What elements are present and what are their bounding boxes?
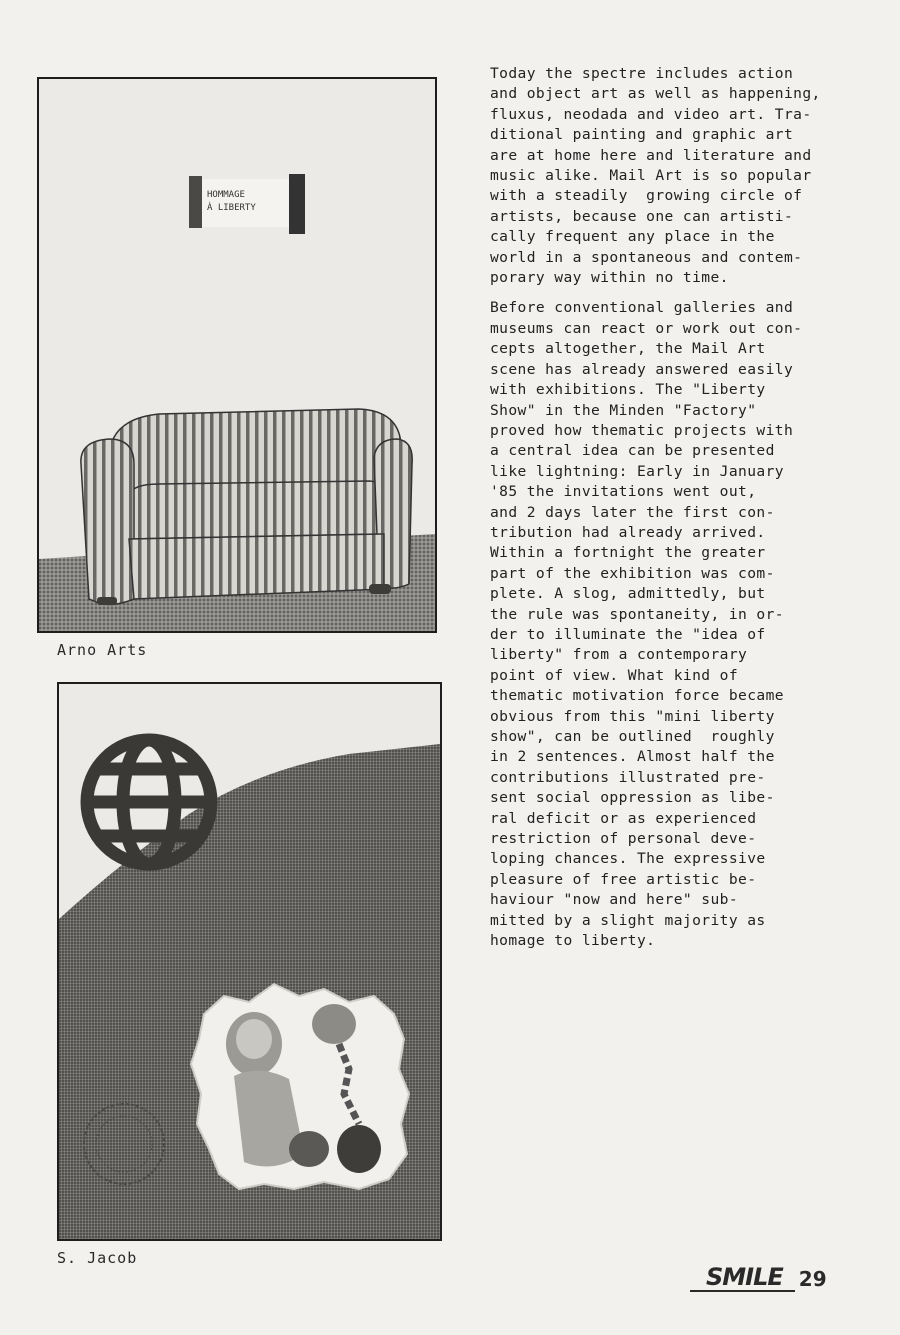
text-line: and object art as well as happening, (490, 85, 821, 103)
text-line: porary way within no time. (490, 269, 729, 287)
figure-caption-arno-arts: Arno Arts (57, 641, 148, 659)
text-line: loping chances. The expressive (490, 850, 766, 868)
page-footer (690, 1252, 827, 1292)
text-line: scene has already answered easily (490, 360, 794, 378)
text-line: proved how thematic projects with (490, 421, 794, 439)
text-line: mitted by a slight majority as (490, 911, 766, 929)
text-line: a central idea can be presented (490, 442, 775, 460)
text-line: cally frequent any place in the (490, 228, 775, 246)
figure-caption-s-jacob: S. Jacob (57, 1249, 138, 1267)
text-line: homage to liberty. (490, 932, 656, 950)
text-line: '85 the invitations went out, (490, 483, 757, 501)
text-line: liberty" from a contemporary (490, 646, 748, 664)
hommage-sign (189, 174, 305, 234)
text-line: with exhibitions. The "Liberty (490, 381, 766, 399)
text-line: and 2 days later the first con- (490, 503, 775, 521)
text-line: haviour "now and here" sub- (490, 891, 739, 909)
text-line: Show" in the Minden "Factory" (490, 401, 757, 419)
text-line: ral deficit or as experienced (490, 809, 757, 827)
paragraph-1 (490, 64, 862, 288)
text-line: contributions illustrated pre- (490, 768, 766, 786)
text-line: museums can react or work out con- (490, 319, 803, 337)
text-line: fluxus, neodada and video art. Tra- (490, 105, 812, 123)
sign-line-1: HOMMAGE (207, 190, 245, 200)
text-line: tribution had already arrived. (490, 523, 766, 541)
text-line: music alike. Mail Art is so popular (490, 167, 812, 185)
text-line: sent social oppression as libe- (490, 789, 775, 807)
text-line: artists, because one can artisti- (490, 207, 794, 225)
text-line: Within a fortnight the greater (490, 544, 766, 562)
sofa-photo (37, 77, 437, 633)
text-line: the rule was spontaneity, in or- (490, 605, 784, 623)
sofa (81, 409, 412, 605)
article-text (490, 64, 862, 961)
text-line: world in a spontaneous and contem- (490, 248, 803, 266)
text-line: Before conventional galleries and (490, 299, 794, 317)
text-line: der to illuminate the "idea of (490, 625, 766, 643)
page-number: 29 (798, 1267, 827, 1291)
logo-underline (690, 1264, 704, 1292)
collage-illustration (59, 684, 440, 1239)
text-line: pleasure of free artistic be- (490, 870, 757, 888)
text-line: Today the spectre includes action (490, 65, 794, 82)
text-line: in 2 sentences. Almost half the (490, 748, 775, 766)
logo-underline-right (785, 1264, 795, 1292)
text-line: part of the exhibition was com- (490, 564, 775, 582)
text-line: cepts altogether, the Mail Art (490, 340, 766, 358)
text-line: ditional painting and graphic art (490, 126, 794, 144)
collage-photo (57, 682, 442, 1241)
text-line: with a steadily growing circle of (490, 187, 803, 205)
text-line: like lightning: Early in January (490, 462, 784, 480)
text-line: are at home here and literature and (490, 146, 812, 164)
text-line: restriction of personal deve- (490, 830, 757, 848)
sofa-illustration (39, 79, 435, 631)
smile-logo: SMILE (706, 1263, 783, 1291)
text-line: thematic motivation force became (490, 687, 784, 705)
torn-paper-figure (191, 984, 409, 1189)
text-line: show", can be outlined roughly (490, 728, 775, 745)
paragraph-2 (490, 298, 862, 951)
sign-line-2: À LIBERTY (207, 203, 256, 213)
text-line: point of view. What kind of (490, 666, 739, 684)
text-line: plete. A slog, admittedly, but (490, 585, 766, 603)
text-line: obvious from this "mini liberty (490, 707, 775, 725)
